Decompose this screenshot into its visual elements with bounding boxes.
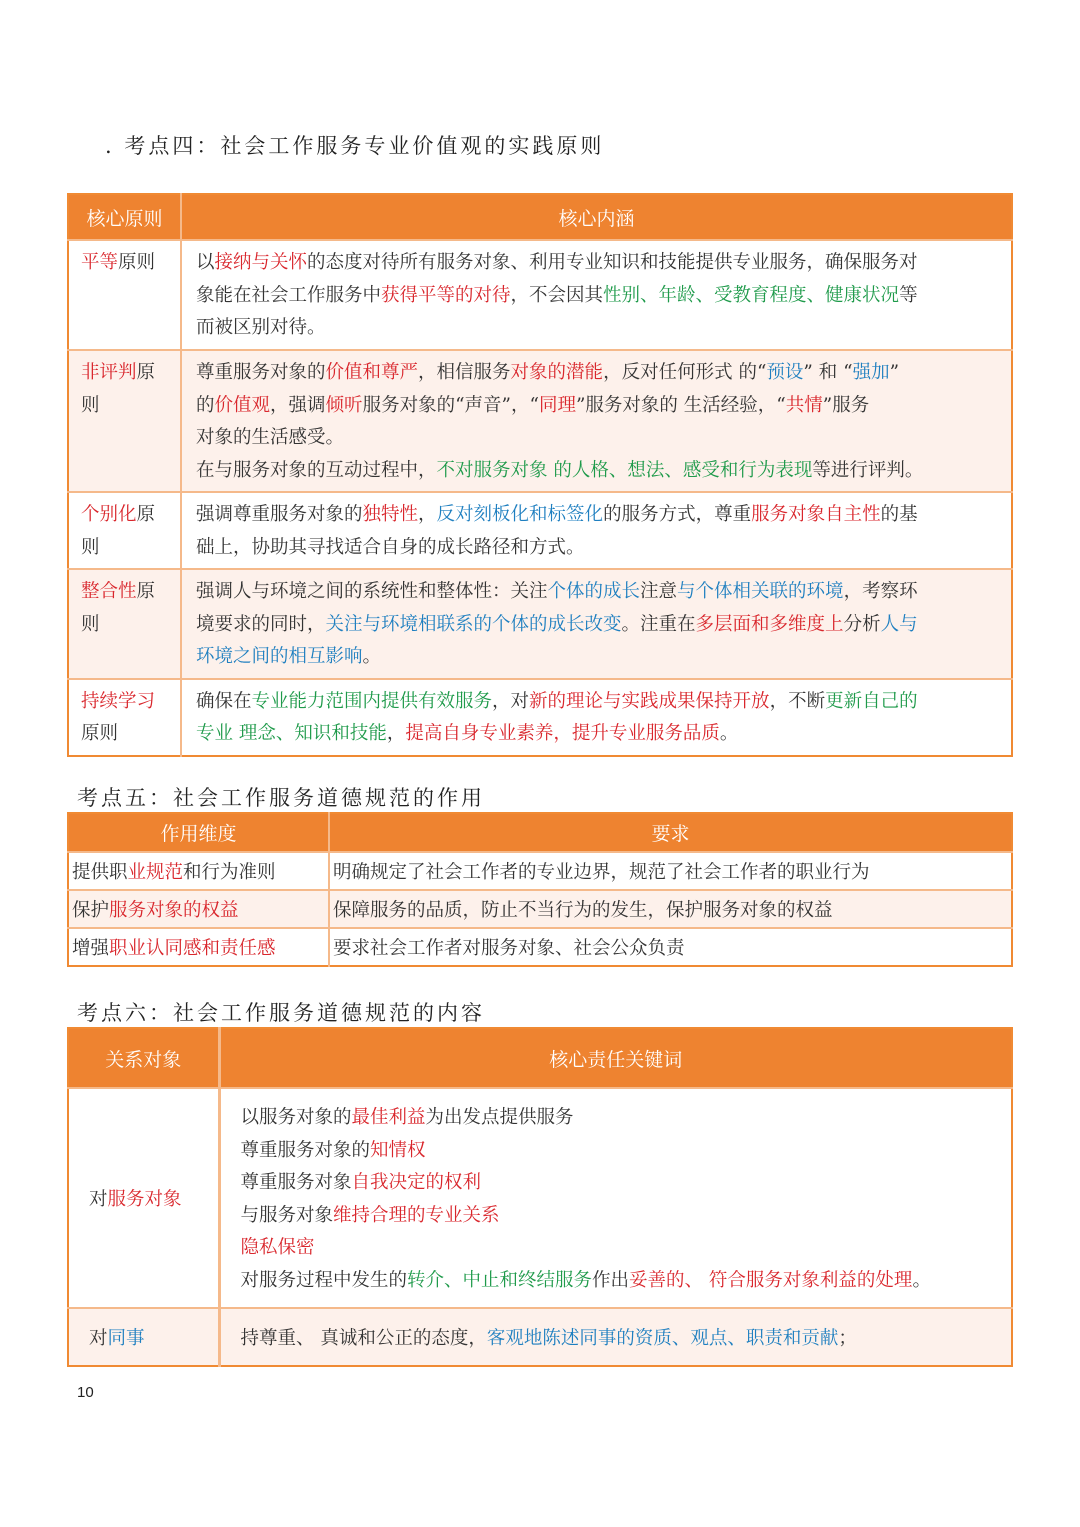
principles-table bbox=[67, 193, 1013, 757]
column-header: 核心责任关键词 bbox=[219, 1028, 1012, 1088]
responsibility-keywords: 以服务对象的最佳利益为出发点提供服务 尊重服务对象的知情权 尊重服务对象自我决定的权利 与服务对象维持合理的专业关系 隐私保密 对服务过程中发生的转介、中止和终结服务作出妥善的、 符合服务对象利益的处理。 bbox=[219, 1088, 1012, 1308]
page-number: 10 bbox=[77, 1384, 94, 1401]
principle-content: 尊重服务对象的价值和尊严，相信服务对象的潜能，反对任何形式 的“预设” 和 “强加” 的价值观，强调倾听服务对象的“声音”，“同理”服务对象的 生活经验，“共情”服务 对象的生活感受。 在与服务对象的互动过程中，不对服务对象 的人格、想法、感受和行为表现等进行评判。 bbox=[181, 350, 1012, 492]
table-row bbox=[68, 679, 1012, 756]
column-header: 要求 bbox=[329, 813, 1012, 852]
ethics-role-table bbox=[67, 812, 1013, 967]
relation-object: 对服务对象 bbox=[68, 1088, 219, 1308]
table-row bbox=[68, 1088, 1012, 1308]
table-row bbox=[68, 1308, 1012, 1366]
role-dimension: 增强职业认同感和责任感 bbox=[68, 928, 329, 966]
column-header: 核心原则 bbox=[68, 194, 181, 240]
table-row bbox=[68, 928, 1012, 966]
table-row bbox=[68, 350, 1012, 492]
ethics-content-table bbox=[67, 1027, 1013, 1367]
role-requirement: 明确规定了社会工作者的专业边界，规范了社会工作者的职业行为 bbox=[329, 852, 1012, 890]
role-requirement: 保障服务的品质，防止不当行为的发生，保护服务对象的权益 bbox=[329, 890, 1012, 928]
principle-content: 以接纳与关怀的态度对待所有服务对象、利用专业知识和技能提供专业服务，确保服务对 象能在社会工作服务中获得平等的对待，不会因其性别、年龄、受教育程度、健康状况等 而被区别对待。 bbox=[181, 240, 1012, 350]
principle-content: 强调尊重服务对象的独特性，反对刻板化和标签化的服务方式，尊重服务对象自主性的基 础上，协助其寻找适合自身的成长路径和方式。 bbox=[181, 492, 1012, 569]
column-header: 作用维度 bbox=[68, 813, 329, 852]
table-row bbox=[68, 852, 1012, 890]
principle-content: 确保在专业能力范围内提供有效服务，对新的理论与实践成果保持开放，不断更新自己的 专业 理念、知识和技能，提高自身专业素养，提升专业服务品质。 bbox=[181, 679, 1012, 756]
principle-content: 强调人与环境之间的系统性和整体性：关注个体的成长注意与个体相关联的环境，考察环 境要求的同时，关注与环境相联系的个体的成长改变。注重在多层面和多维度上分析人与 环境之间的相互影响。 bbox=[181, 569, 1012, 679]
principle-key: 持续学习 原则 bbox=[68, 679, 181, 756]
table-row bbox=[68, 890, 1012, 928]
role-requirement: 要求社会工作者对服务对象、社会公众负责 bbox=[329, 928, 1012, 966]
table-row bbox=[68, 240, 1012, 350]
section-6-heading: 考点六：社会工作服务道德规范的内容 bbox=[77, 1001, 485, 1025]
principle-key: 平等原则 bbox=[68, 240, 181, 350]
responsibility-keywords: 持尊重、 真诚和公正的态度，客观地陈述同事的资质、观点、职责和贡献； bbox=[219, 1308, 1012, 1366]
principle-key: 个别化原 则 bbox=[68, 492, 181, 569]
section-4-heading: . 考点四：社会工作服务专业价值观的实践原则 bbox=[105, 134, 605, 158]
relation-object: 对同事 bbox=[68, 1308, 219, 1366]
role-dimension: 提供职业规范和行为准则 bbox=[68, 852, 329, 890]
column-header: 核心内涵 bbox=[181, 194, 1012, 240]
principle-key: 非评判原 则 bbox=[68, 350, 181, 492]
section-5-heading: 考点五：社会工作服务道德规范的作用 bbox=[77, 786, 485, 810]
table-row bbox=[68, 492, 1012, 569]
table-header bbox=[68, 1028, 1012, 1088]
role-dimension: 保护服务对象的权益 bbox=[68, 890, 329, 928]
table-header bbox=[68, 813, 1012, 852]
table-row bbox=[68, 569, 1012, 679]
principle-key: 整合性原 则 bbox=[68, 569, 181, 679]
table-header bbox=[68, 194, 1012, 240]
column-header: 关系对象 bbox=[68, 1028, 219, 1088]
